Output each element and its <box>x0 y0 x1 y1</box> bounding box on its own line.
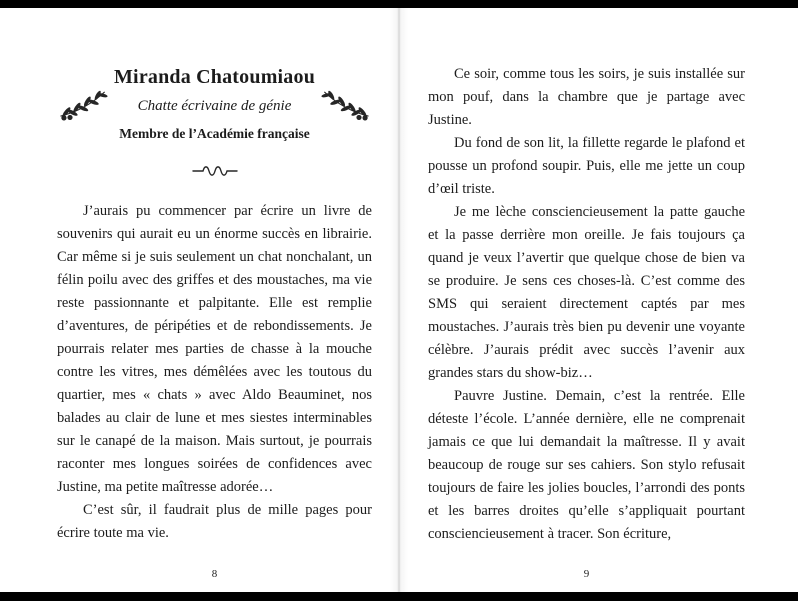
page-gutter <box>390 8 408 592</box>
character-name-title: Miranda Chatoumiaou <box>113 66 316 88</box>
character-subtitle: Chatte écrivaine de génie <box>137 98 292 114</box>
left-page[interactable] <box>57 8 372 593</box>
right-page[interactable] <box>428 8 745 593</box>
right-page-body <box>428 63 745 546</box>
paragraph: Du fond de son lit, la fillette regarde le plafond et pousse un profond soupir. Puis, elle me jette un coup d’œil triste. <box>428 135 745 197</box>
bottom-letterbox-bar <box>0 592 798 601</box>
rope-squiggle-divider-icon <box>192 164 238 178</box>
title-block <box>114 66 315 142</box>
olive-branch-icon-mirrored <box>320 83 372 125</box>
paragraph: Je me lèche consciencieusement la patte gauche et la passe derrière mon oreille. Je fais toujours ça quand je veux l’avertir que quelque chose de bien va se produire. Je sens ces choses-là. C’est comme des SMS qui seraient directement captés par mes moustaches. J’aurais très bien pu devenir une voyante célèbre. J’aurais prédit avec succès l’avenir aux grandes stars du show-biz… <box>428 204 745 381</box>
top-letterbox-bar <box>0 0 798 8</box>
paragraph: C’est sûr, il faudrait plus de mille pages pour écrire toute ma vie. <box>57 502 372 541</box>
left-page-body <box>57 200 372 545</box>
section-divider <box>57 164 372 178</box>
character-affiliation: Membre de l’Académie française <box>119 126 310 141</box>
left-page-number: 8 <box>211 568 218 580</box>
chapter-heading <box>57 66 372 142</box>
olive-branch-icon <box>57 83 109 125</box>
paragraph: Ce soir, comme tous les soirs, je suis installée sur mon pouf, dans la chambre que je partage avec Justine. <box>428 66 745 128</box>
right-page-number: 9 <box>583 568 590 580</box>
paragraph: Pauvre Justine. Demain, c’est la rentrée. Elle déteste l’école. L’année dernière, elle ne comprenait jamais ce que lui demandait la maîtresse. Il y avait beaucoup de rouge sur ses cahiers. Son stylo refusait toujours de faire les jolies boucles, l’arrondi des ponts et les barres droites qu’elle s’appliquait pourtant consciencieusement à tracer. Son écriture, <box>428 388 745 542</box>
paragraph: J’aurais pu commencer par écrire un livre de souvenirs qui aurait eu un énorme succès en librairie. Car même si je suis seulement un chat nonchalant, un félin poilu avec des griffes et des moustaches, ma vie reste passionnante et palpitante. Elle est remplie d’aventures, de péripéties et de rebondissements. Je pourrais relater mes parties de chasse à la mouche contre les vitres, mes démêlées avec les toutous du quartier, mes « chats » avec Aldo Beauminet, nos balades au clair de lune et mes siestes interminables sur le canapé de la maison. Mais surtout, je pourrais raconter mes longues soirées de confidences avec Justine, ma petite maîtresse adorée… <box>57 203 372 495</box>
